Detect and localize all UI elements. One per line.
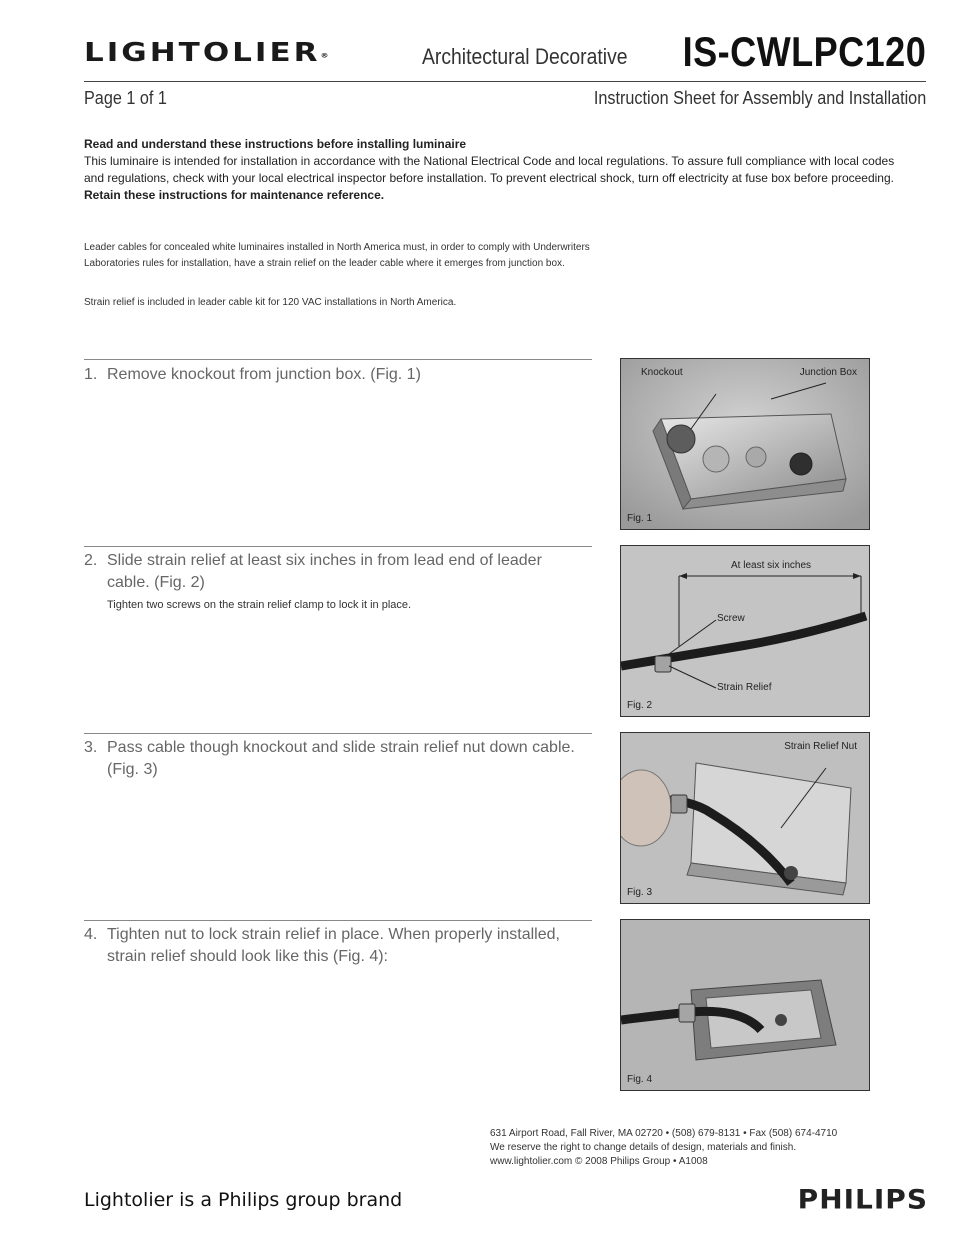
junction-box-illustration (621, 359, 869, 529)
step-2-detail: Tighten two screws on the strain relief clamp to lock it in place. (107, 599, 412, 611)
step-text: Pass cable though knockout and slide strain relief nut down cable. (Fig. 3) (107, 739, 575, 778)
brand-logo (84, 38, 329, 68)
step-divider (84, 546, 592, 547)
step-4 (84, 924, 584, 968)
step-text: Remove knockout from junction box. (Fig. 1) (107, 366, 421, 383)
brand-statement: Lightolier is a Philips group brand (84, 1189, 403, 1211)
step-number: 3. (84, 739, 98, 756)
address-line: 631 Airport Road, Fall River, MA 02720 • (508) 679-8131 • Fax (508) 674-4710 (490, 1128, 838, 1139)
document-code: IS-CWLPC120 (682, 28, 926, 75)
step-divider (84, 733, 592, 734)
note-kit-included (84, 295, 604, 311)
figure-number: Fig. 3 (627, 887, 653, 898)
strain-relief-label: Strain Relief (717, 682, 772, 693)
note-text: Leader cables for concealed white luminaires installed in North America must, in order to comply with Underwriters Laboratories rules for installation, have a strain relief on the leader cable where it emerges from junction box. (84, 242, 590, 269)
header-divider (84, 81, 926, 82)
note-ul-requirement (84, 240, 604, 272)
registered-mark: ® (320, 51, 329, 60)
installed-strain-relief-illustration (621, 920, 869, 1090)
step-divider (84, 359, 592, 360)
company-address-block (490, 1127, 837, 1169)
figure-2-photo (620, 545, 870, 717)
figure-4-photo (620, 919, 870, 1091)
figure-number: Fig. 4 (627, 1074, 653, 1085)
brand-logo-text: LIGHTOLIER (84, 38, 321, 68)
figure-3-photo (620, 732, 870, 904)
figure-number: Fig. 1 (627, 513, 653, 524)
sheet-title: Instruction Sheet for Assembly and Installation (593, 88, 926, 108)
website-copyright-line: www.lightolier.com © 2008 Philips Group • A1008 (490, 1156, 708, 1167)
step-2 (84, 550, 584, 594)
step-number: 2. (84, 552, 98, 569)
intro-body: This luminaire is intended for installation in accordance with the National Electrical Code and local regulations. To assure full compliance with local codes and regulations, check with your local electrical inspector before installation. To prevent electrical shock, turn off electricity at fuse box before proceeding. (84, 154, 895, 185)
step-divider (84, 920, 592, 921)
retain-notice: Retain these instructions for maintenance reference. (84, 188, 385, 202)
intro-heading: Read and understand these instructions before installing luminaire (84, 137, 467, 151)
product-category: Architectural Decorative (422, 44, 628, 69)
step-number: 4. (84, 926, 98, 943)
disclaimer-line: We reserve the right to change details of design, materials and finish. (490, 1142, 797, 1153)
six-inches-label: At least six inches (731, 560, 812, 571)
intro-section (84, 136, 914, 204)
strain-relief-nut-label: Strain Relief Nut (784, 741, 857, 752)
figure-number: Fig. 2 (627, 700, 653, 711)
figure-1-photo (620, 358, 870, 530)
step-text: Tighten nut to lock strain relief in place. When properly installed, strain relief should look like this (Fig. 4): (107, 926, 560, 965)
screw-label: Screw (717, 613, 745, 624)
note-text: Strain relief is included in leader cable kit for 120 VAC installations in North America. (84, 297, 457, 308)
cable-through-knockout-illustration (621, 733, 869, 903)
step-3 (84, 737, 584, 781)
junction-box-label: Junction Box (799, 367, 857, 378)
knockout-label: Knockout (641, 367, 683, 378)
step-1 (84, 364, 584, 386)
step-number: 1. (84, 366, 98, 383)
step-text: Slide strain relief at least six inches in from lead end of leader cable. (Fig. 2) (107, 552, 542, 591)
philips-logo: PHILIPS (797, 1184, 928, 1216)
page-number: Page 1 of 1 (84, 88, 167, 108)
